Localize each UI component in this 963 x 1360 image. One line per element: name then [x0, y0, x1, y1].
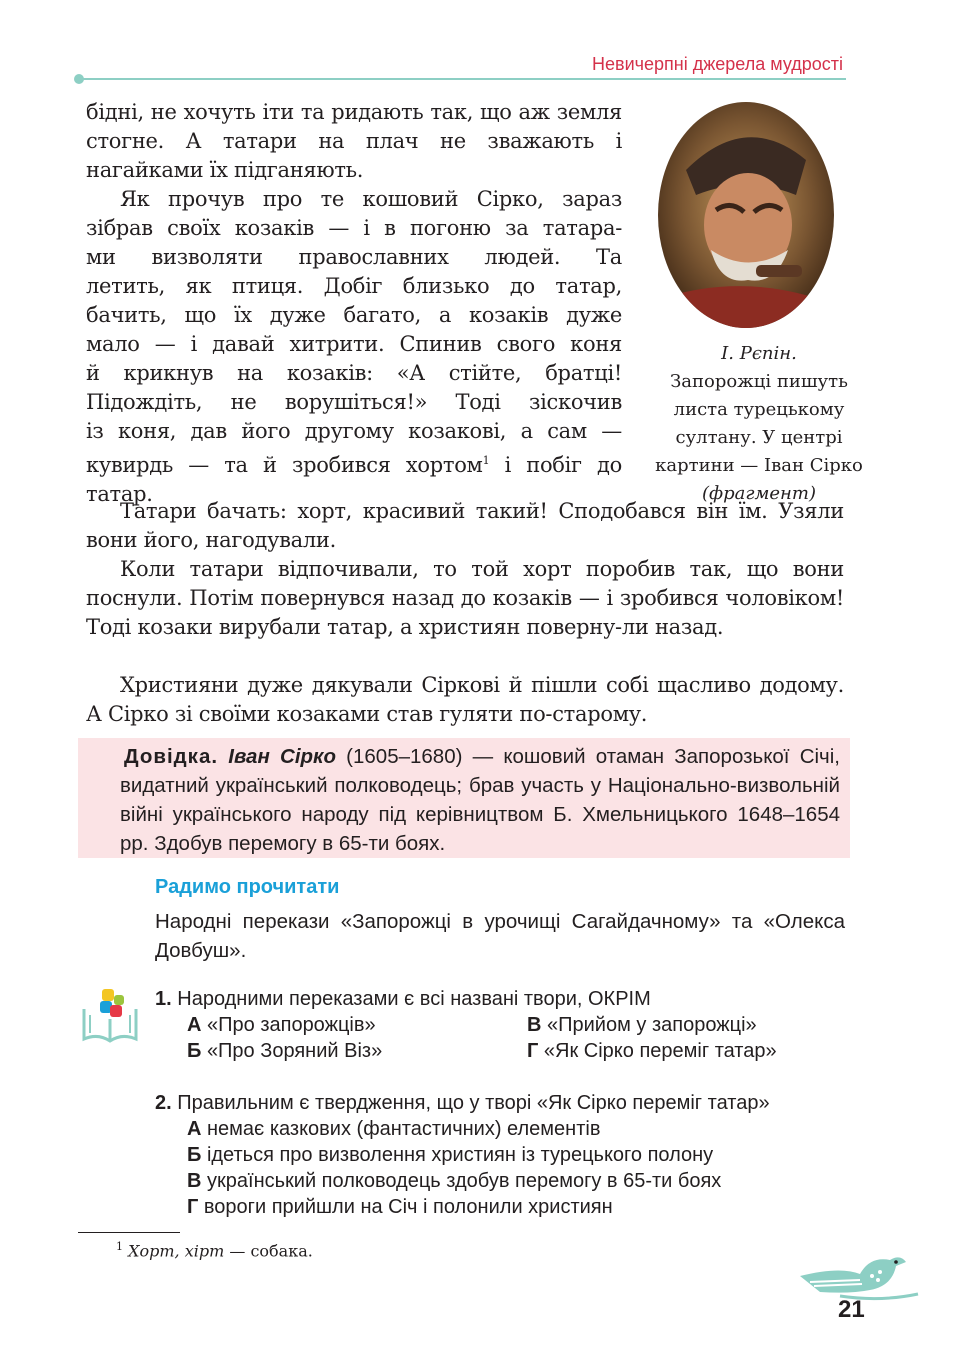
answer-option[interactable]: [187, 1194, 855, 1220]
option-letter: А: [187, 1014, 202, 1036]
answer-option[interactable]: [527, 1012, 757, 1038]
option-letter: Б: [187, 1144, 202, 1166]
story-paragraph-5: Християни дуже дякували Сіркові й пішли собі щасливо додому. А Сірко зі своїми козаками став гуляти по-старому.: [86, 673, 844, 726]
story-line: мало — і давай хитрити. Спинив свого коня: [86, 332, 622, 356]
story-line: Підождіть, не ворушіться!» Тоді зіскочив: [86, 390, 622, 414]
header-rule: [78, 78, 846, 80]
option-letter: В: [527, 1014, 542, 1036]
option-letter: Г: [187, 1196, 199, 1218]
reference-text: [120, 742, 840, 858]
footnote-term: Хорт, хірт: [128, 1241, 225, 1261]
story-line: й крикнув на козаків: «А стійте, братці!: [86, 361, 622, 385]
answer-option[interactable]: [187, 1168, 855, 1194]
footnote-definition: — собака.: [224, 1241, 313, 1261]
story-line: зібрав своїх козаків — і в погоню за татара-: [86, 216, 622, 240]
caption-text: Запорожці пишуть листа турецькому султану. У центрі картини — Іван Сірко: [655, 371, 863, 476]
answer-option[interactable]: [187, 1142, 855, 1168]
option-text: вороги прийшли на Січ і полонили християн: [203, 1196, 613, 1218]
question-number: 1.: [155, 988, 172, 1010]
header-rule-dot: [74, 74, 84, 84]
illustration-caption: [640, 340, 878, 508]
option-text: немає казкових (фантастичних) елементів: [207, 1118, 601, 1140]
recommended-reading-title: Радимо прочитати: [155, 876, 340, 898]
option-text: «Про Зоряний Віз»: [206, 1040, 383, 1062]
question-2: [155, 1090, 855, 1220]
question-1: [155, 986, 855, 1064]
answer-option[interactable]: [527, 1038, 777, 1064]
repin-portrait-image: [656, 100, 836, 330]
option-text: ідеться про визволення християн із турецького полону: [206, 1144, 714, 1166]
story-text: кувирдь — та й зробився хортом: [86, 453, 483, 477]
story-line-with-footnote: [86, 446, 622, 480]
footnote-rule: [78, 1232, 180, 1233]
story-paragraph-4: Коли татари відпочивали, то той хорт поробив так, що вони поснули. Потім повернувся назад до козаків — і зробився чоловіком! Тоді козаки вирубали татар, а християн поверну-ли назад.: [86, 557, 844, 639]
question-text: Народними переказами є всі названі твори, ОКРІМ: [177, 988, 651, 1010]
footnote-reference[interactable]: 1: [482, 454, 490, 467]
option-letter: А: [187, 1118, 202, 1140]
story-line: ми визволяти православних людей. Та: [86, 245, 622, 269]
story-line: із коня, дав його другому козакові, а сам —: [86, 419, 622, 443]
running-title: Невичерпні джерела мудрості: [592, 54, 843, 74]
option-letter: Б: [187, 1040, 202, 1062]
page-number: 21: [838, 1296, 865, 1323]
option-text: «Про запорожців»: [207, 1014, 376, 1036]
story-line: татар.: [86, 482, 153, 506]
story-paragraph-2: [86, 185, 622, 509]
answer-option[interactable]: [187, 1012, 376, 1038]
story-paragraph-3: Татари бачать: хорт, красивий такий! Сподобався він їм. Узяли вони його, нагодували.: [86, 499, 844, 552]
footnote: [116, 1240, 313, 1260]
option-letter: В: [187, 1170, 202, 1192]
story-line: летить, як птиця. Добіг близько до татар,: [86, 274, 622, 298]
option-text: «Прийом у запорожці»: [547, 1014, 757, 1036]
caption-author: І. Рєпін.: [721, 343, 797, 364]
story-line: Як прочув про те кошовий Сірко, зараз: [120, 187, 622, 211]
question-text: Правильним є твердження, що у творі «Як Сірко переміг татар»: [177, 1092, 770, 1114]
recommended-reading-text: Народні перекази «Запорожці в урочищі Сагайдачному» та «Олекса Довбуш».: [155, 910, 845, 962]
question-number: 2.: [155, 1092, 172, 1114]
option-text: «Як Сірко переміг татар»: [543, 1040, 777, 1062]
story-paragraph-1: бідні, не хочуть іти та ридають так, що аж земля стогне. А татари на плач не зважають і нагайками їх підганяють.: [86, 100, 622, 182]
answer-option[interactable]: [187, 1116, 855, 1142]
answer-option[interactable]: [187, 1038, 382, 1064]
story-line: бачить, що їх дуже багато, а козаків дуже: [86, 303, 622, 327]
reference-body: (1605–1680) — кошовий отаман Запорозької Січі, видатний український полководець; брав участь у Національно-визвольній війні українського народу під керівництвом Б. Хмельницького 1648–1654 рр. Здобув перемогу в 65-ти боях.: [120, 745, 840, 855]
footnote-mark: 1: [116, 1240, 123, 1253]
story-text: і побіг до: [489, 453, 622, 477]
reference-label: Довідка.: [124, 745, 219, 768]
book-activity-icon: [80, 985, 140, 1045]
reference-name: Іван Сірко: [228, 745, 336, 768]
option-text: український полководець здобув перемогу в 65-ти боях: [207, 1170, 722, 1192]
caption-suffix: (фрагмент): [702, 483, 816, 504]
option-letter: Г: [527, 1040, 539, 1062]
